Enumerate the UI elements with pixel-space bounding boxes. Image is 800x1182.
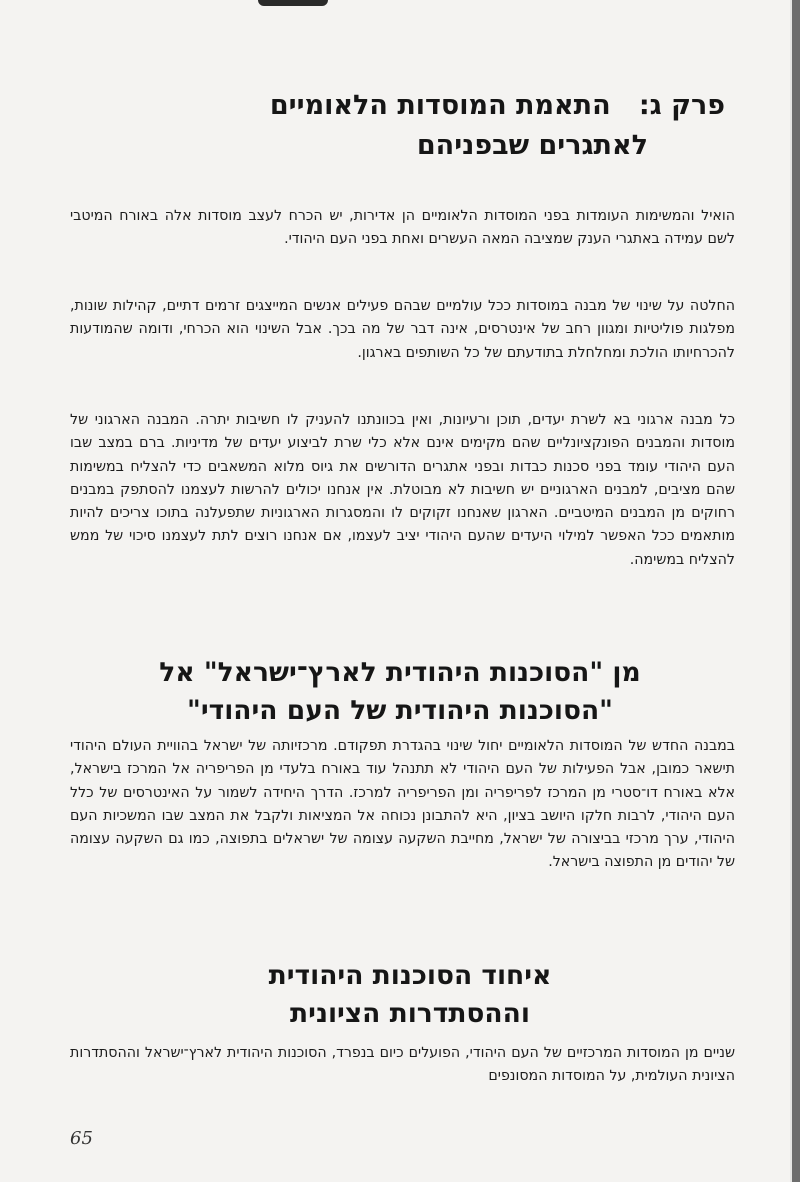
section-title-unification-line-1: איחוד הסוכנות היהודית (268, 960, 552, 991)
paragraph-3: כל מבנה ארגוני בא לשרת יעדים, תוכן ורעיונות, ואין בכוונתנו להעניק לו חשיבות יתרה. המבנה הארגוני של מוסדות והמבנים הפונקציונליים שהם מקימים אינם אלא כלי שרת לביצוע יעדים של מדיניות. ברם במצב שבו העם היהודי עומד בפני סכנות כבדות ובפני אתגרים הדורשים את גיוס מלוא המשאבים כדי להצליח במשימות שהם מציבים, למבנים הארגוניים יש חשיבות לא מבוטלת. אין אנחנו יכולים להרשות לעצמנו להסתפק במבנים רחוקים מן המבנים המיטביים. הארגון שאנחנו זקוקים לו והמסגרות הארגוניות שתפעלנה בתוכו צריכים להיות מותאמים ככל האפשר למילוי היעדים שהעם היהודי יציב לעצמו, אם אנחנו רוצים לתת לעצמנו סיכוי של ממש להצליח במשימה. (70, 412, 735, 568)
section-title-unification-line-2: וההסתדרות הציונית (290, 998, 530, 1029)
page-number: 65 (70, 1128, 93, 1149)
section-title-agency-line-1: מן "הסוכנות היהודית לארץ־ישראל" אל (159, 657, 641, 688)
paragraph-4: במבנה החדש של המוסדות הלאומיים יחול שינוי בהגדרת תפקודם. מרכזיותה של ישראל בהוויית העולם היהודי תישאר כמובן, אבל הפעילות של העם היהודי לא תתנהל עוד באורח בלעדי מן הפריפריה אל המרכז בישראל, אלא באורח דו־סטרי מן המרכז לפריפריה ומן הפריפריה למרכז. הדרך היחידה לשמור על האינטרסים של כלל העם היהודי, לרבות חלקו היושב בציון, היא להתבונן נכוחה אל המציאות ולקבל את המצב שבו המשכיות העם היהודי, ערך מרכזי בביצורה של ישראל, מחייבת השקעה עצומה של ישראלים בתפוצה, כמו גם השקעה עצומה של יהודים מן התפוצה בישראל. (70, 738, 735, 871)
chapter-title (185, 86, 725, 166)
section-title-agency (70, 654, 730, 730)
chapter-title-line-2: לאתגרים שבפניהם (416, 130, 648, 161)
section-title-agency-line-2: "הסוכנות היהודית של העם היהודי" (187, 695, 613, 726)
binding-mark (258, 0, 328, 6)
chapter-title-line-1: פרק ג: התאמת המוסדות הלאומיים (269, 90, 725, 121)
section-title-unification (80, 957, 740, 1033)
paragraph-5: שניים מן המוסדות המרכזיים של העם היהודי, הפועלים כיום בנפרד, הסוכנות היהודית לארץ־ישראל וההסתדרות הציונית העולמית, על המוסדות המסונפים (70, 1045, 735, 1085)
paragraph-1: הואיל והמשימות העומדות בפני המוסדות הלאומיים הן אדירות, יש הכרח לעצב מוסדות אלה באורח המיטבי לשם עמידה באתגרי הענק שמציבה המאה העשרים ואחת בפני העם היהודי. (70, 208, 735, 248)
paragraph-2: החלטה על שינוי של מבנה במוסדות ככל עולמיים שבהם פעילים אנשים המייצגים זרמים דתיים, קהילות שונות, מפלגות פוליטיות ומגוון רחב של אינטרסים, אינה דבר של מה בכך. אבל השינוי הוא הכרחי, ודומה שהמודעות להכרחיותו הולכת ומחלחלת בתודעתם של כל השותפים בארגון. (70, 298, 735, 361)
